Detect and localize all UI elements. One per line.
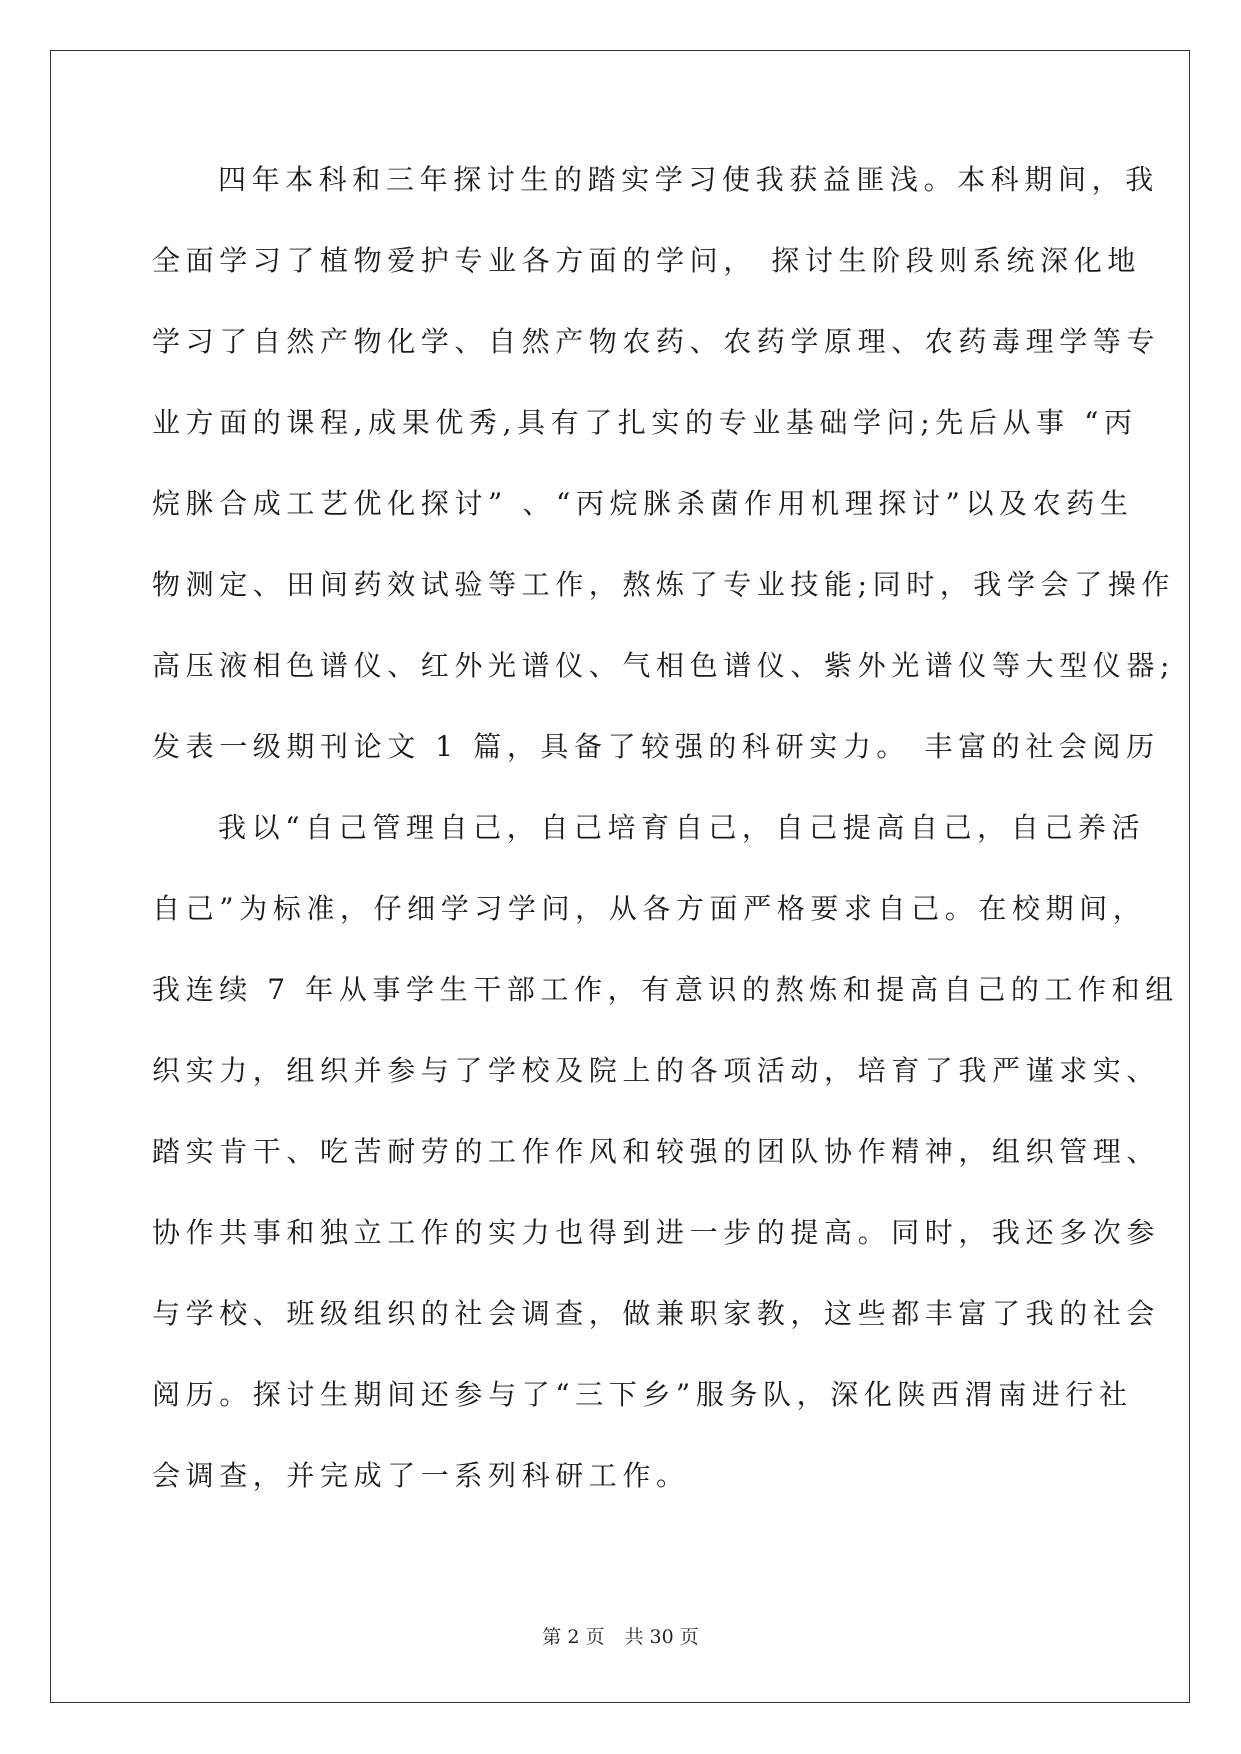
paragraph-line: 我以“自己管理自己，自己培育自己，自己提高自己，自己养活 [218,811,1146,844]
paragraph-line: 烷脒合成工艺优化探讨” 、“丙烷脒杀菌作用机理探讨”以及农药生 [152,487,1134,520]
paragraph-line: 四年本科和三年探讨生的踏实学习使我获益匪浅。本科期间，我 [218,163,1159,196]
paragraph-line: 织实力，组织并参与了学校及院上的各项活动，培育了我严谨求实、 [152,1054,1161,1087]
paragraph-line: 物测定、田间药效试验等工作，熬炼了专业技能;同时，我学会了操作 [152,568,1176,601]
paragraph-line: 高压液相色谱仪、红外光谱仪、气相色谱仪、紫外光谱仪等大型仪器; [152,649,1176,682]
page-number: 第 2 页 [542,1626,605,1648]
document-body [152,160,1179,1537]
page-total: 共 30 页 [624,1626,699,1648]
paragraph-line: 会调查，并完成了一系列科研工作。 [152,1459,690,1492]
paragraph-line: 自己”为标准，仔细学习学问，从各方面严格要求自己。在校期间， [152,892,1147,925]
paragraph-line: 协作共事和独立工作的实力也得到进一步的提高。同时，我还多次参 [152,1216,1161,1249]
paragraph-line: 与学校、班级组织的社会调查，做兼职家教，这些都丰富了我的社会 [152,1297,1161,1330]
paragraph-line: 发表一级期刊论文 1 篇，具备了较强的科研实力。 丰富的社会阅历 [152,730,1160,763]
paragraph-line: 踏实肯干、吃苦耐劳的工作作风和较强的团队协作精神，组织管理、 [152,1135,1161,1168]
page-footer [0,1622,1241,1649]
paragraph-line: 业方面的课程,成果优秀,具有了扎实的专业基础学问;先后从事 “丙 [152,406,1138,439]
paragraph-line: 阅历。探讨生期间还参与了“三下乡”服务队，深化陕西渭南进行社 [152,1378,1133,1411]
paragraph-line: 我连续 7 年从事学生干部工作，有意识的熬炼和提高自己的工作和组 [152,973,1179,1006]
paragraph-line: 全面学习了植物爱护专业各方面的学问， 探讨生阶段则系统深化地 [152,244,1141,277]
paragraph-line: 学习了自然产物化学、自然产物农药、农药学原理、农药毒理学等专 [152,325,1161,358]
